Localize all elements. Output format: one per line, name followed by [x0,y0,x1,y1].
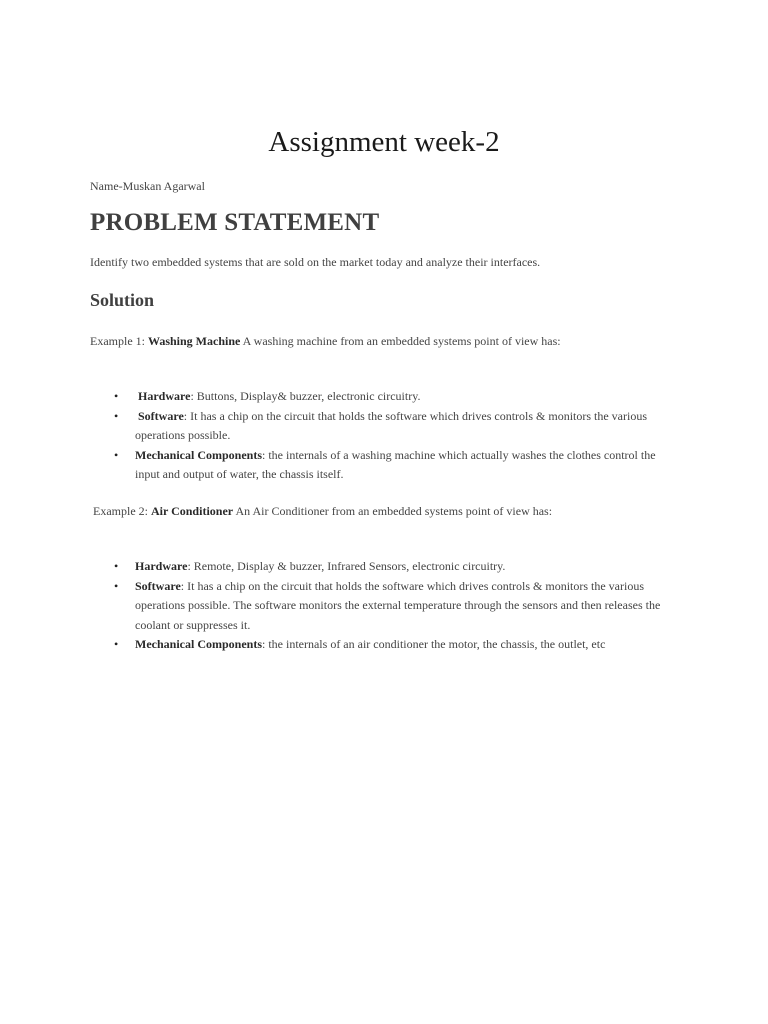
component-term: Software [135,578,181,593]
component-term: Hardware [138,389,191,403]
list-item [114,407,674,446]
example-2-component-list [114,557,674,655]
bullet-icon: • [114,578,119,593]
problem-statement-text: Identify two embedded systems that are sold on the market today and analyze their interfaces. [90,255,541,269]
list-item [114,635,674,655]
example-1-description: A washing machine from an embedded systems point of view has: [240,334,561,348]
example-2-intro [93,502,552,520]
bullet-icon: • [114,389,119,403]
list-item [114,446,674,485]
author-name-line: Name-Muskan Agarwal [90,179,205,193]
example-1-name: Washing Machine [147,334,241,348]
component-term: Mechanical Components [135,637,262,651]
component-text: : It has a chip on the circuit that holds the software which drives controls & monitors the various operations possible. The software monitors the external temperature through the sensors and then releases the coolant or suppresses it. [135,578,661,632]
component-text: : It has a chip on the circuit that holds the software which drives controls & monitors the various operations possible. [135,408,648,442]
example-1-prefix: Example 1: [90,334,148,348]
component-text: : the internals of an air conditioner the motor, the chassis, the outlet, etc [262,637,606,651]
component-text: : Buttons, Display& buzzer, electronic circuitry. [190,389,421,403]
example-2-name: Air Conditioner [150,504,234,518]
list-item [114,557,674,577]
component-term: Mechanical Components [135,447,262,462]
bullet-icon: • [114,447,119,462]
bullet-icon: • [114,637,119,651]
component-text: : the internals of a washing machine which actually washes the clothes control the input and output of water, the chassis itself. [135,447,656,481]
example-1-component-list [114,387,674,485]
problem-statement-heading: PROBLEM STATEMENT [90,209,380,236]
example-1-intro [90,332,561,350]
example-2-description: An Air Conditioner from an embedded systems point of view has: [233,504,553,518]
component-text: : Remote, Display & buzzer, Infrared Sensors, electronic circuitry. [187,559,506,573]
bullet-icon: • [114,559,119,573]
solution-heading: Solution [90,290,155,310]
document-title: Assignment week-2 [268,126,500,158]
component-term: Software [138,408,184,423]
list-item [114,387,674,407]
example-2-prefix: Example 2: [93,504,151,518]
list-item [114,577,674,636]
component-term: Hardware [135,559,188,573]
bullet-icon: • [114,408,119,423]
